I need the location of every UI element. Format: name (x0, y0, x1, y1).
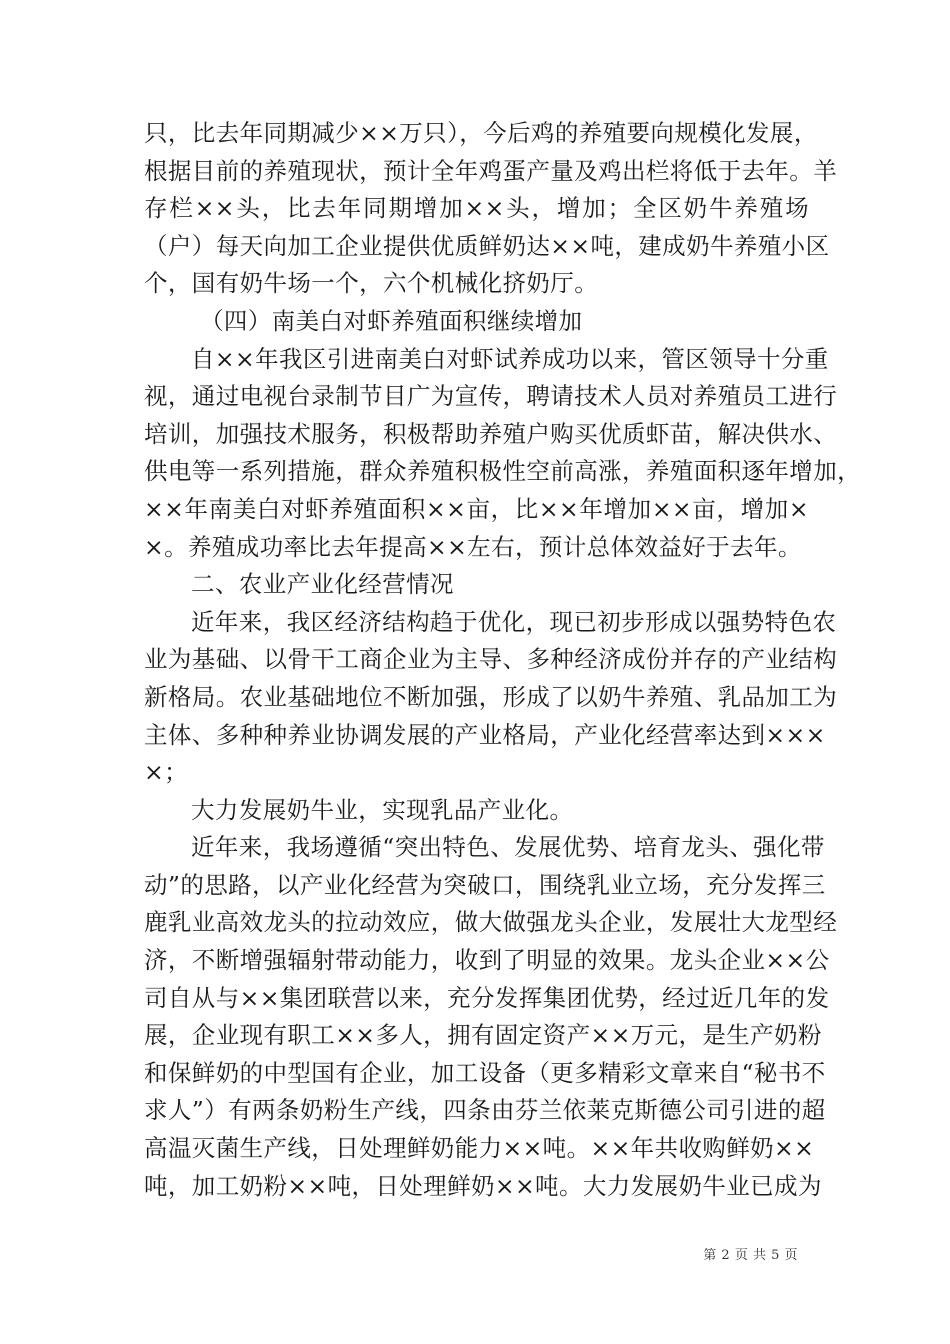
body-line: 展，企业现有职工××多人，拥有固定资产××万元，是生产奶粉 (144, 1021, 822, 1050)
body-line: 求人”）有两条奶粉生产线，四条由芬兰依莱克斯德公司引进的超 (144, 1096, 826, 1125)
body-line: 吨，加工奶粉××吨，日处理鲜奶××吨。大力发展奶牛业已成为 (144, 1171, 822, 1200)
body-line: ××年南美白对虾养殖面积××亩，比××年增加××亩，增加× (144, 494, 809, 523)
body-line: 高温灭菌生产线，日处理鲜奶能力××吨。××年共收购鲜奶×× (144, 1134, 815, 1163)
paragraph-first-line: 近年来，我场遵循“突出特色、发展优势、培育龙头、强化带 (191, 833, 825, 862)
body-line: 供电等一系列措施，群众养殖积极性空前高涨，养殖面积逐年增加， (144, 457, 861, 486)
body-line: 培训，加强技术服务，积极帮助养殖户购买优质虾苗，解决供水、 (144, 419, 838, 448)
body-line: 视，通过电视台录制节目广为宣传，聘请技术人员对养殖员工进行 (144, 382, 838, 411)
body-line: 个，国有奶牛场一个，六个机械化挤奶厅。 (144, 269, 599, 298)
section-heading: （四）南美白对虾养殖面积继续增加 (200, 306, 583, 335)
document-body (144, 115, 861, 1205)
body-line: ×； (144, 758, 188, 787)
body-line: 根据目前的养殖现状，预计全年鸡蛋产量及鸡出栏将低于去年。羊 (144, 156, 838, 185)
section-heading: 二、农业产业化经营情况 (191, 570, 454, 599)
body-line: 业为基础、以骨干工商企业为主导、多种经济成份并存的产业结构 (144, 645, 838, 674)
body-line: 存栏××头，比去年同期增加××头，增加；全区奶牛养殖场 (144, 194, 809, 223)
paragraph-first-line: 自××年我区引进南美白对虾试养成功以来，管区领导十分重 (191, 344, 829, 373)
body-line: （户）每天向加工企业提供优质鲜奶达××吨，建成奶牛养殖小区 (144, 231, 830, 260)
subheading: 大力发展奶牛业，实现乳品产业化。 (191, 795, 574, 824)
body-line: 只，比去年同期减少××万只），今后鸡的养殖要向规模化发展， (144, 119, 818, 147)
paragraph-first-line: 近年来，我区经济结构趋于优化，现已初步形成以强势特色农 (191, 607, 837, 636)
body-line: 主体、多种种养业协调发展的产业格局，产业化经营率达到××× (144, 720, 826, 749)
body-line: ×。养殖成功率比去年提高××左右，预计总体效益好于去年。 (144, 532, 802, 561)
body-line: 济，不断增强辐射带动能力，收到了明显的效果。龙头企业××公 (144, 946, 830, 975)
page-number: 第 2 页 共 5 页 (703, 1248, 798, 1263)
body-line: 新格局。农业基础地位不断加强，形成了以奶牛养殖、乳品加工为 (144, 682, 838, 711)
body-line: 鹿乳业高效龙头的拉动效应，做大做强龙头企业，发展壮大龙型经 (144, 908, 838, 937)
body-line: 动”的思路，以产业化经营为突破口，围绕乳业立场，充分发挥三 (144, 870, 826, 899)
body-line: 和保鲜奶的中型国有企业，加工设备（更多精彩文章来自“秘书不 (144, 1058, 826, 1087)
body-line: 司自从与××集团联营以来，充分发挥集团优势，经过近几年的发 (144, 983, 830, 1012)
